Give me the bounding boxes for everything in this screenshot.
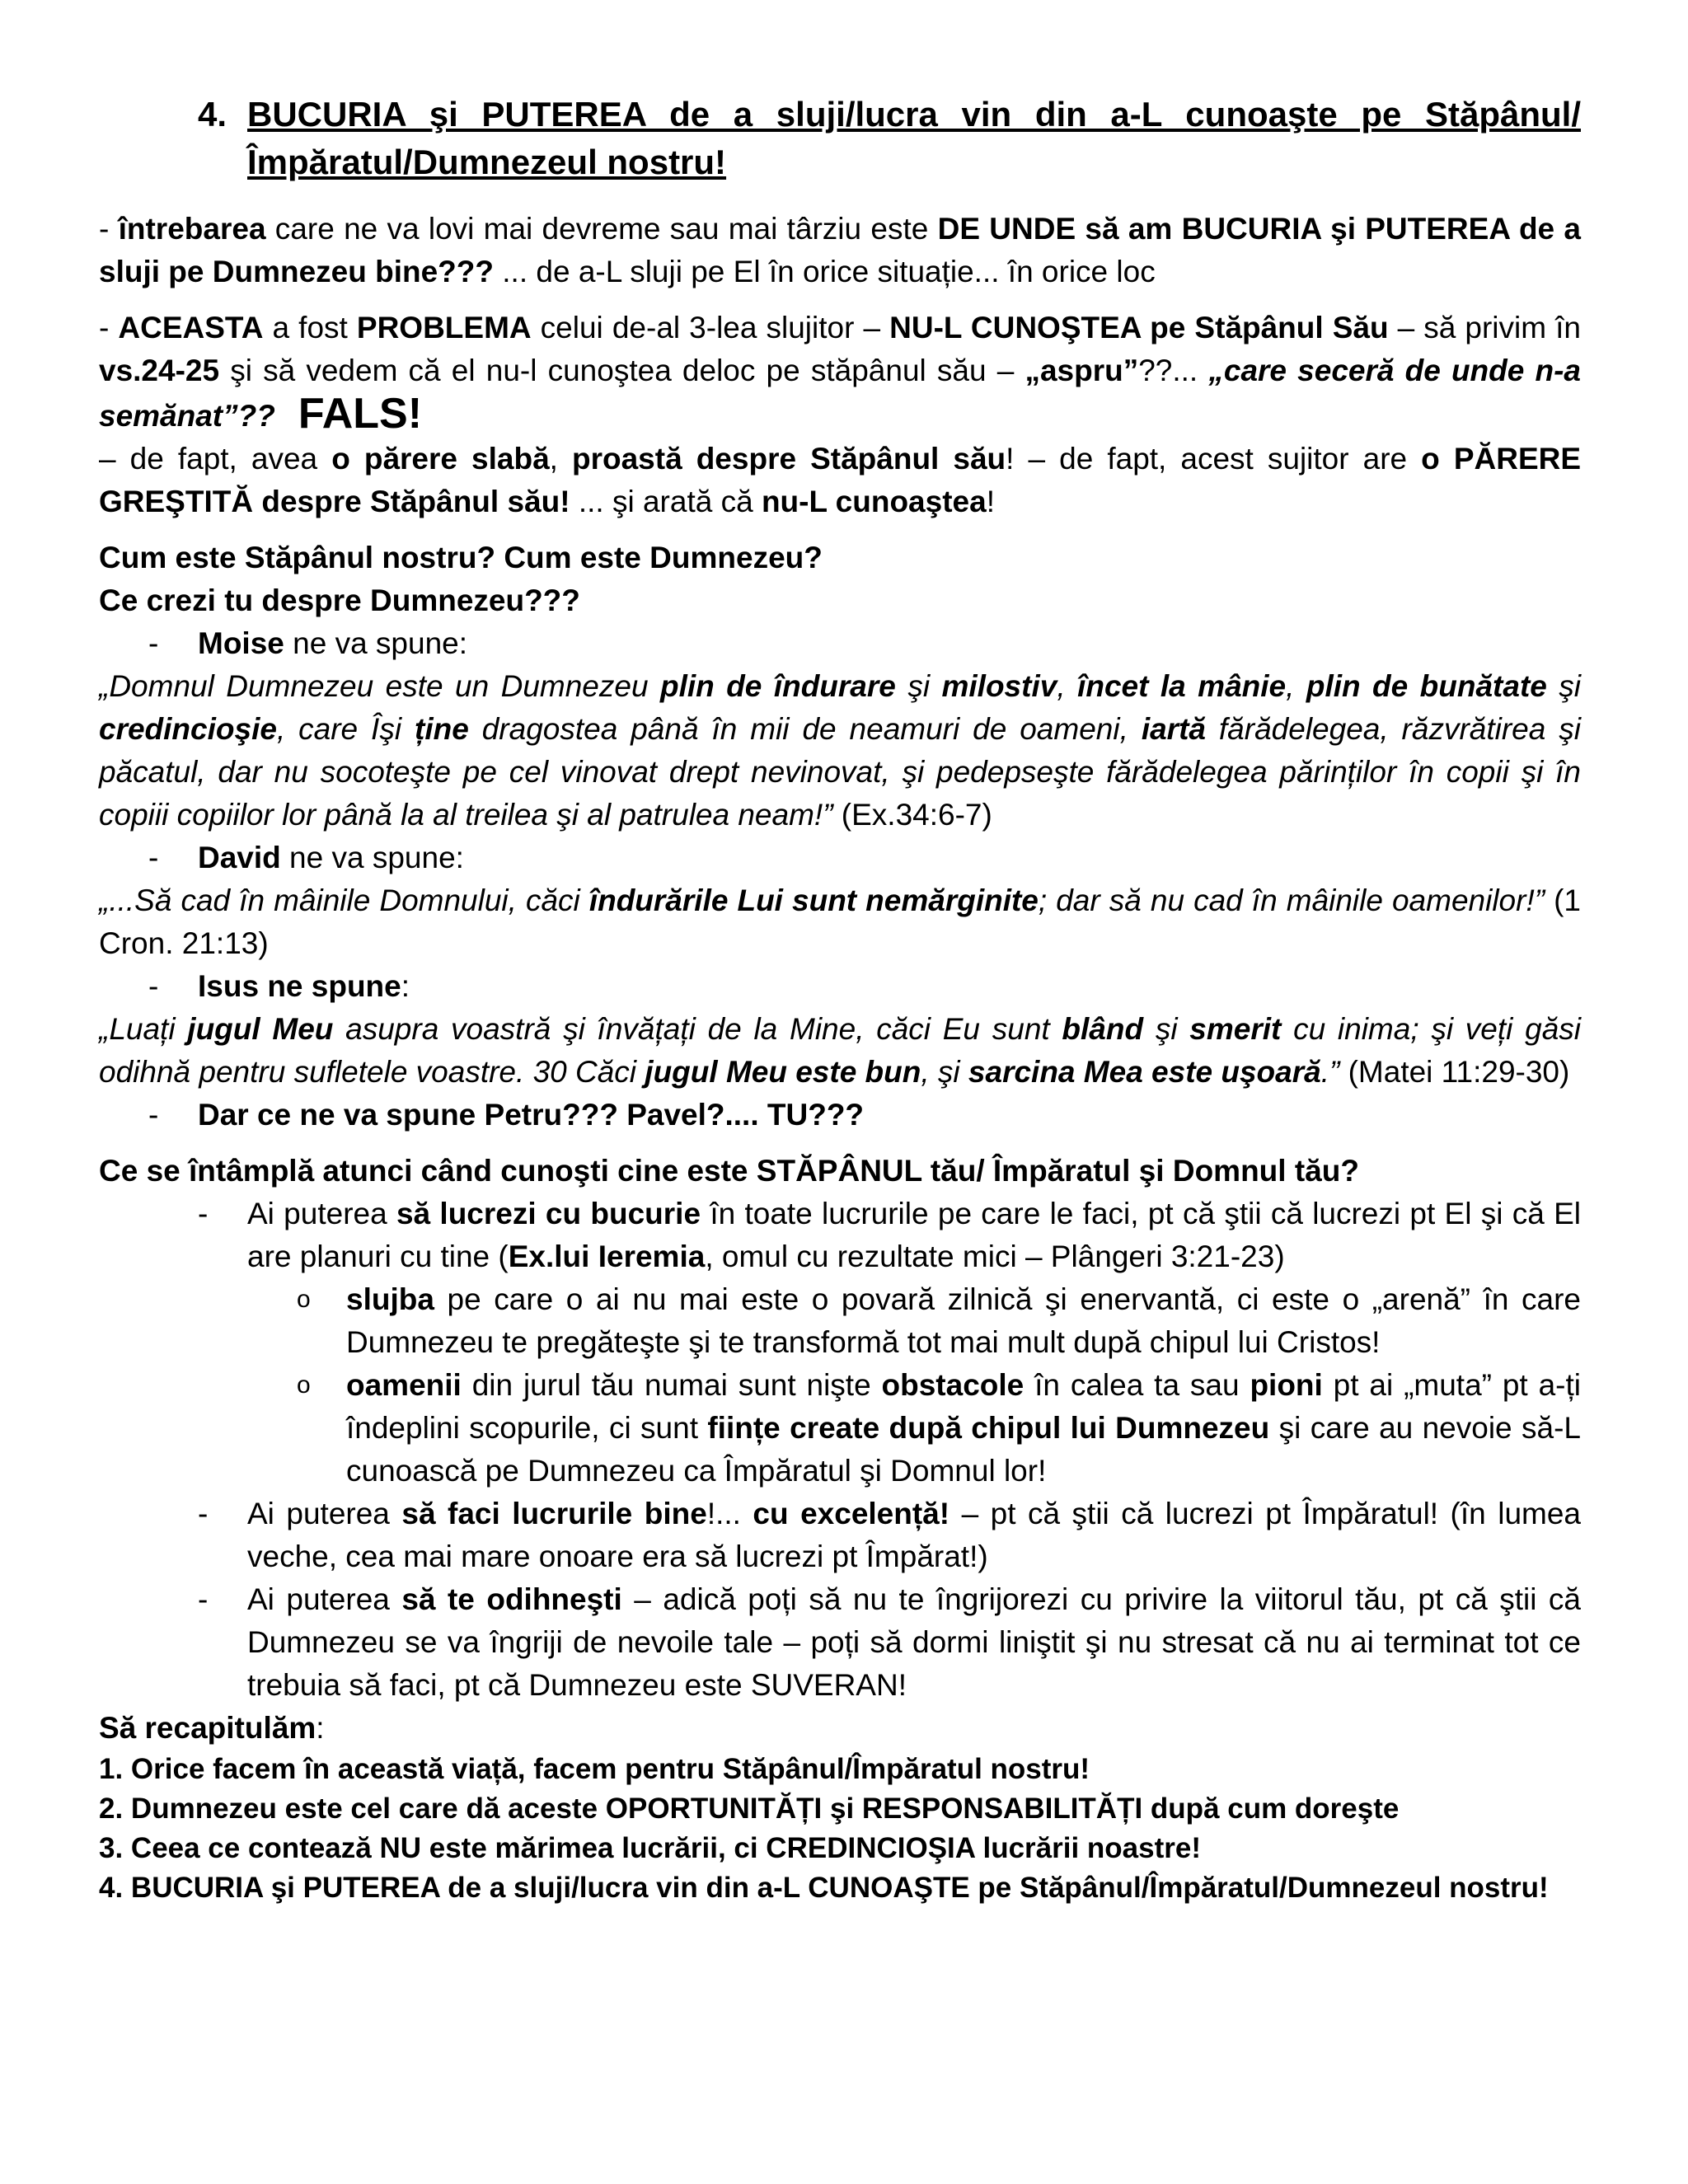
bold-text: David [198,841,281,874]
list-item-petru [99,1094,1581,1137]
paragraph-third-servant [99,307,1581,438]
bullet-rest [99,1578,1581,1707]
reference: (Matei 11:29-30) [1339,1055,1570,1089]
text: .” [1320,1055,1340,1089]
bold-text: Ce crezi tu despre Dumnezeu??? [99,583,580,617]
bold-text: Ex.lui Ieremia [508,1240,706,1273]
text: din jurul tău numai sunt nişte [461,1368,882,1402]
text: „Domnul Dumnezeu este un Dumnezeu [99,669,660,703]
sub-bullet-job [99,1278,1581,1364]
text: - [99,212,119,246]
text: ne va spune: [280,841,464,874]
text: cu inima; şi veți găsi odihnă pentru sufletele voastre. 30 Căci [99,1012,1581,1089]
bold-text: slujba [346,1282,434,1316]
dash-marker: - [148,841,159,874]
bold-text: plin de bunătate [1306,669,1547,703]
bold-text: o părere slabă [331,442,550,476]
text: şi [895,669,942,703]
heading-number: 4. [198,95,227,134]
text: a fost [263,311,357,344]
text: fărădelegea, răzvrătirea şi păcatul, dar nu socoteşte pe cel vinovat drept nevinovat, şi pedepseşte fărădelegea părinților în copii şi în copiii copiilor lor până la al treilea şi al patrulea neam!” [99,712,1581,832]
bold-text: Moise [198,626,284,660]
dash-marker: - [198,1582,209,1616]
dash-marker: - [198,1497,209,1530]
bold-text: să lucrezi cu bucurie [396,1197,701,1230]
bold-text: Ce se întâmplă atunci când cunoşti cine este STĂPÂNUL tău/ Împăratul şi Domnul tău? [99,1154,1359,1188]
text: ! – de fapt, acest sujitor are [1006,442,1422,476]
list-item-isus [99,965,1581,1008]
question-how-is-god [99,537,1581,579]
text: Ai puterea [247,1582,402,1616]
heading-text: BUCURIA şi PUTEREA de a sluji/lucra vin din a-L cunoaşte pe Stăpânul/Împăratul/Dumnezeul nostru! [247,95,1581,181]
recap-item: 4. BUCURIA şi PUTEREA de a sluji/lucra vin din a-L CUNOAŞTE pe Stăpânul/Împăratul/Dumnezeul nostru! [99,1872,1549,1904]
text: în calea ta sau [1024,1368,1250,1402]
question-what-think [99,579,1581,622]
text: , [1286,669,1306,703]
text: şi [1546,669,1582,703]
dash-marker: - [198,1197,209,1230]
text: pe care o ai nu mai este o povară zilnică şi enervantă, ci este o „arenă” în care Dumnezeu te pregăteşte şi te transformă tot mai mult după chipul lui Cristos! [346,1282,1581,1359]
bold-text: DE UNDE să am BUCURIA şi PUTEREA de a sluji pe Dumnezeu bine??? [99,212,1581,288]
bold-text: credincioşie [99,712,277,746]
text: , omul cu rezultate mici – Plângeri 3:21-23) [705,1240,1285,1273]
text: ; dar să nu cad în mâinile oamenilor!” [1038,883,1545,917]
bold-text: Isus ne spune [198,969,401,1003]
quote-isus [99,1008,1581,1094]
circle-bullet-marker: o [297,1286,311,1313]
bold-text: ține [415,712,469,746]
bold-text: jugul Meu este bun [645,1055,921,1089]
quote-david [99,879,1581,965]
text: care ne va lovi mai devreme sau mai târziu este [265,212,938,246]
recap-item: 1. Orice facem în această viață, facem pentru Stăpânul/Împăratul nostru! [99,1753,1090,1785]
circle-bullet-marker: o [297,1371,311,1399]
text: !... [706,1497,753,1530]
text: – să privim în [1388,311,1581,344]
bold-text: blând [1062,1012,1144,1046]
reference: (Ex.34:6-7) [832,798,992,832]
paragraph-wrong-view [99,438,1581,523]
list-item-david [99,837,1581,879]
bold-text: iartă [1141,712,1206,746]
recap-title [99,1707,1581,1750]
bold-text: Să recapitulăm [99,1711,316,1745]
bullet-joy [99,1193,1581,1278]
text: - [99,311,119,344]
text: şi [1143,1012,1190,1046]
bold-text: sarcina Mea este uşoară [968,1055,1321,1089]
bold-text: plin de îndurare [660,669,896,703]
bold-text: cu excelență! [753,1497,950,1530]
text: , [549,442,572,476]
bold-text: să faci lucrurile bine [401,1497,707,1530]
bold-text: o PĂRERE GREŞTITĂ despre Stăpânul său! [99,442,1582,518]
recap-item: 2. Dumnezeu este cel care dă aceste OPORTUNITĂȚI şi RESPONSABILITĂȚI după cum doreşte [99,1793,1400,1825]
bold-text: ACEASTA [118,311,264,344]
section-heading [198,91,1581,186]
text: : [401,969,410,1003]
text: în toate lucrurile pe care le faci, pt că ştii că lucrezi pt El şi că El are planuri cu tine ( [247,1197,1581,1273]
bold-text: proastă despre Stăpânul său [572,442,1006,476]
bold-text: întrebarea [118,212,266,246]
text: , care Îşi [276,712,415,746]
dash-marker: - [148,1098,159,1132]
bold-text: Dar ce ne va spune Petru??? Pavel?.... TU??? [198,1098,865,1132]
document-page [99,91,1581,1908]
bold-text: pioni [1250,1368,1323,1402]
bold-text: jugul Meu [187,1012,334,1046]
text: şi să vedem că el nu-l cunoştea deloc pe stăpânul său – [219,354,1025,387]
text: , [1057,669,1078,703]
question-what-happens [99,1150,1581,1193]
text: asupra voastră şi învățați de la Mine, căci Eu sunt [333,1012,1062,1046]
bold-text: obstacole [881,1368,1025,1402]
bold-text: să te odihneşti [401,1582,622,1616]
dash-marker: - [148,626,159,660]
bold-text: ființe create după chipul lui Dumnezeu [707,1411,1270,1445]
text: celui de-al 3-lea slujitor – [531,311,890,344]
paragraph-question-joy [99,208,1581,293]
text: şi care au nevoie să-L cunoască pe Dumnezeu ca Împăratul şi Domnul lor! [346,1411,1581,1488]
bold-italic-quote: „care seceră de unde n-a semănat”?? [99,354,1581,433]
reference: (1 Cron. 21:13) [99,883,1581,960]
list-item-moise [99,622,1581,665]
sub-bullet-people [99,1364,1581,1493]
bold-text: PROBLEMA [356,311,532,344]
text: – adică poți să nu te îngrijorezi cu privire la viitorul tău, pt că ştii că Dumnezeu se va îngriji de nevoile tale – poți să dormi liniştit şi nu stresat că nu ai terminat tot ce trebuia să faci, pt că Dumnezeu este SUVERAN! [247,1582,1582,1702]
recap-item: 3. Ceea ce contează NU este mărimea lucrării, ci CREDINCIOŞIA lucrării noastre! [99,1832,1202,1864]
text: „...Să cad în mâinile Domnului, căci [99,883,589,917]
text: , şi [921,1055,968,1089]
bold-text: îndurările Lui sunt nemărginite [588,883,1039,917]
bold-text: vs.24-25 [99,354,220,387]
bold-text: milostiv [941,669,1057,703]
bold-text: Cum este Stăpânul nostru? Cum este Dumnezeu? [99,541,823,574]
bold-text: „aspru” [1025,354,1139,387]
bold-text: NU-L CUNOŞTEA pe Stăpânul Său [889,311,1389,344]
bold-text: smerit [1189,1012,1282,1046]
text: – pt că ştii că lucrezi pt Împăratul! (în lumea veche, cea mai mare onoare era să lucrezi pt Împărat!) [247,1497,1581,1573]
bold-text: nu-L cunoaştea [761,485,987,518]
bold-text: încet la mânie [1077,669,1287,703]
text: ... şi arată că [570,485,762,518]
text: ne va spune: [284,626,468,660]
text: ! [986,485,995,518]
quote-moise [99,665,1581,837]
text: : [316,1711,325,1745]
text: ... de a-L sluji pe El în orice situație... în orice loc [493,255,1156,288]
text: Ai puterea [247,1197,396,1230]
text: dragostea până în mii de neamuri de oameni, [468,712,1142,746]
text: „Luați [99,1012,188,1046]
dash-marker: - [148,969,159,1003]
fals-label: FALS! [298,390,423,438]
text: – de fapt, avea [99,442,332,476]
text: ??... [1138,354,1209,387]
bullet-excellence [99,1493,1581,1578]
text: pt ai „muta” pt a-ți îndeplini scopurile, ci sunt [346,1368,1581,1445]
bold-text: oamenii [346,1368,462,1402]
text: Ai puterea [247,1497,402,1530]
